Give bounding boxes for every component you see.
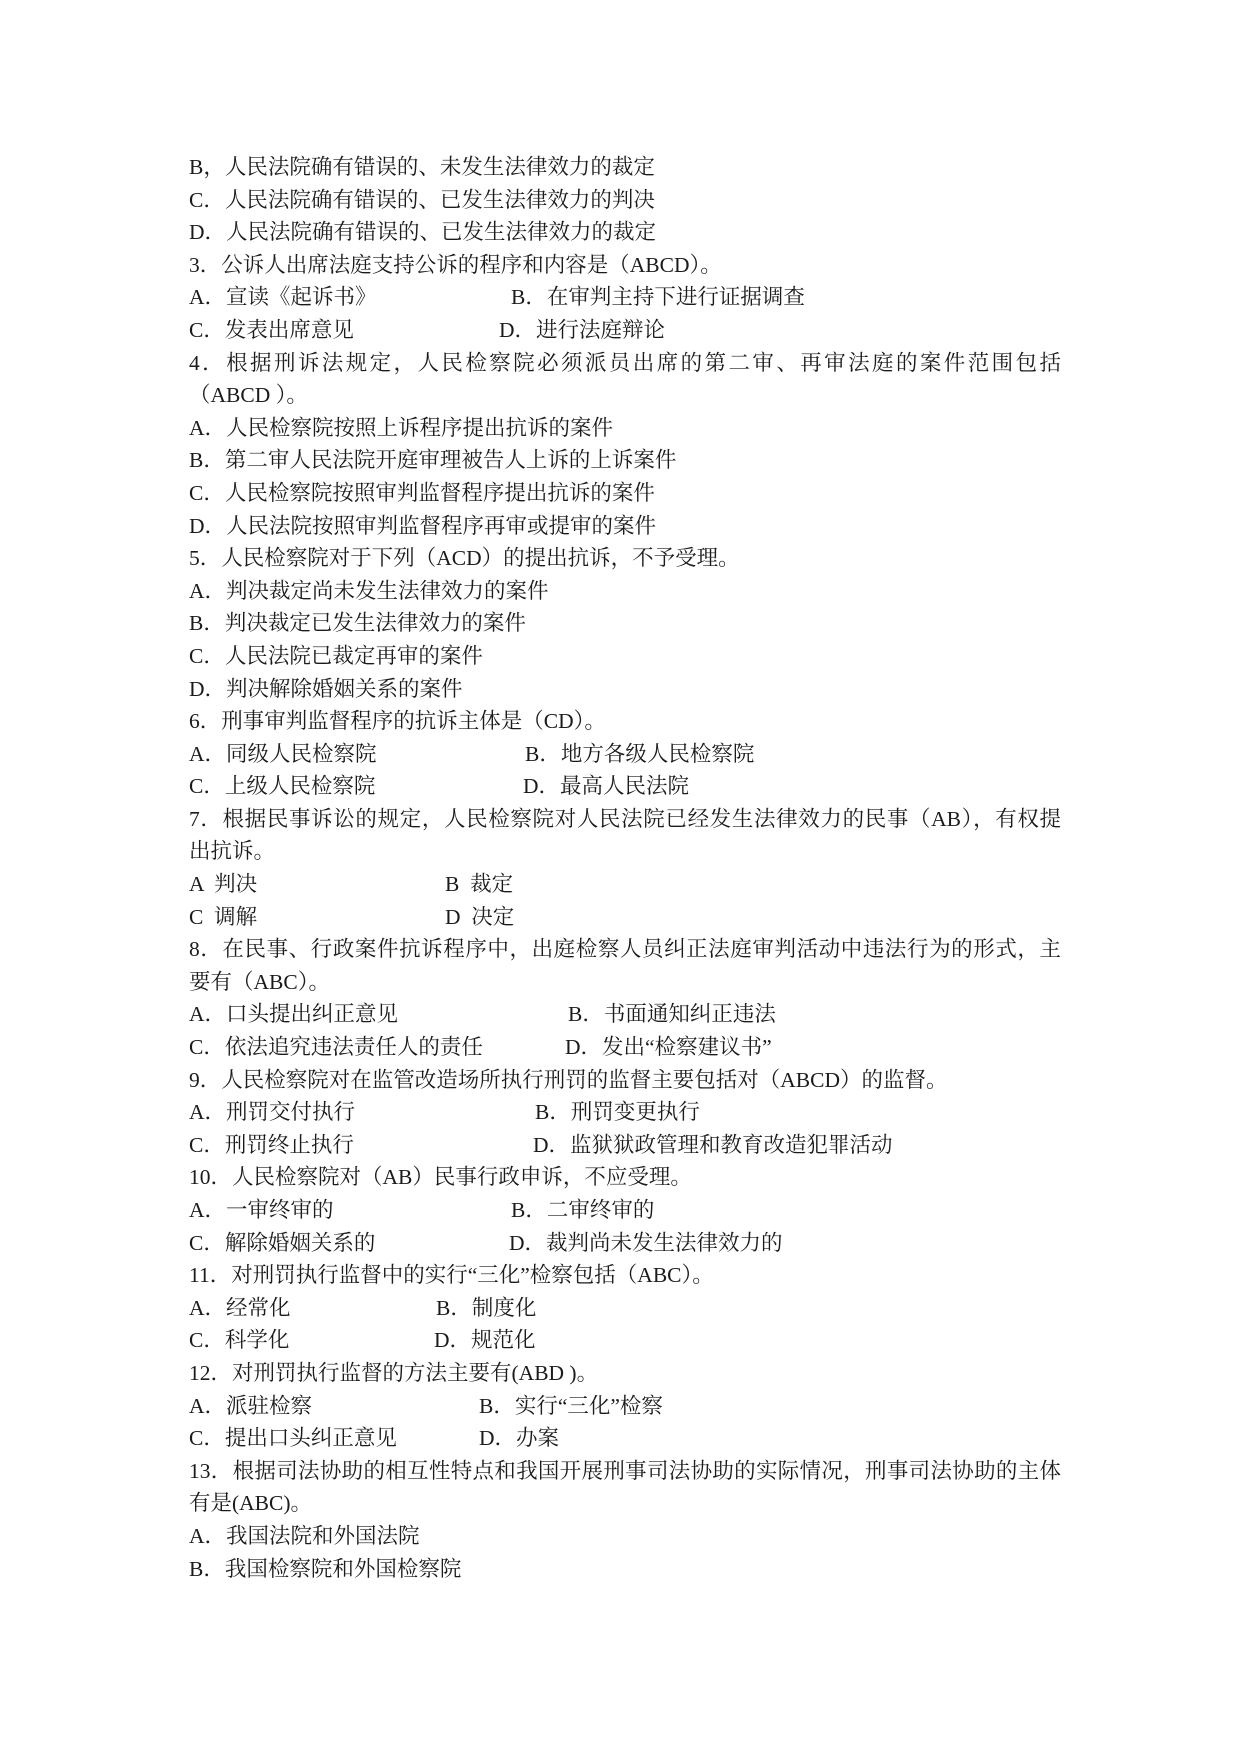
q7-option-d: D 决定: [445, 904, 515, 929]
q12-stem: 12．对刑罚执行监督的方法主要有(ABD )。: [189, 1360, 599, 1385]
q12-option-a: A．派驻检察: [189, 1393, 313, 1418]
q9-option-a: A．刑罚交付执行: [189, 1100, 356, 1125]
q4-option-a: A．人民检察院按照上诉程序提出抗诉的案件: [189, 415, 614, 440]
q12-options-row-1: [189, 1390, 1061, 1423]
q10-option-d: D．裁判尚未发生法律效力的: [509, 1230, 783, 1255]
q9-option-b: B．刑罚变更执行: [535, 1100, 700, 1125]
q9-option-c: C．刑罚终止执行: [189, 1132, 354, 1157]
q12-option-c: C．提出口头纠正意见: [189, 1426, 397, 1451]
q8-options-row-2: [189, 1031, 1061, 1064]
q8-stem-line-2: 要有（ABC）。: [189, 969, 330, 994]
q10-option-c: C．解除婚姻关系的: [189, 1230, 376, 1255]
q3-option-d: D．进行法庭辩论: [499, 317, 666, 342]
q10-option-b: B．二审终审的: [511, 1198, 655, 1222]
q4-option-d: D．人民法院按照审判监督程序再审或提审的案件: [189, 513, 657, 538]
q6-options-row-1: [189, 738, 1061, 771]
q7-option-a: A 判决: [189, 872, 258, 897]
q6-option-a: A．同级人民检察院: [189, 741, 377, 766]
q4-stem-line-2: （ABCD ）。: [189, 383, 308, 408]
q2-option-d: D．人民法院确有错误的、已发生法律效力的裁定: [189, 220, 657, 245]
q2-option-b: B，人民法院确有错误的、未发生法律效力的裁定: [189, 155, 655, 179]
q11-options-row-1: [189, 1292, 1061, 1325]
q11-options-row-2: [189, 1324, 1061, 1357]
q4-stem-line-1: 4．根据刑诉法规定，人民检察院必须派员出席的第二审、再审法庭的案件范围包括: [189, 350, 1061, 375]
q13-option-a: A．我国法院和外国法院: [189, 1523, 420, 1548]
q6-options-row-2: [189, 770, 1061, 803]
q3-option-b: B．在审判主持下进行证据调查: [511, 285, 805, 310]
q6-option-b: B．地方各级人民检察院: [525, 741, 755, 766]
q8-option-a: A．口头提出纠正意见: [189, 1002, 399, 1027]
q7-stem-line-1: 7．根据民事诉讼的规定，人民检察院对人民法院已经发生法律效力的民事（AB），有权提: [189, 806, 1061, 831]
q3-stem: 3．公诉人出席法庭支持公诉的程序和内容是（ABCD）。: [189, 252, 722, 277]
q7-options-row-2: [189, 901, 1061, 934]
q10-option-a: A．一审终审的: [189, 1198, 334, 1222]
q4-option-c: C．人民检察院按照审判监督程序提出抗诉的案件: [189, 480, 655, 505]
q10-options-row-1: [189, 1194, 1061, 1227]
q9-options-row-1: [189, 1096, 1061, 1129]
q5-option-b: B．判决裁定已发生法律效力的案件: [189, 611, 526, 636]
q13-stem-line-1: 13．根据司法协助的相互性特点和我国开展刑事司法协助的实际情况，刑事司法协助的主体: [189, 1458, 1061, 1483]
q11-option-b: B．制度化: [436, 1295, 537, 1320]
q6-stem: 6．刑事审判监督程序的抗诉主体是（CD）。: [189, 709, 606, 734]
q11-stem: 11．对刑罚执行监督中的实行“三化”检察包括（ABC）。: [189, 1263, 714, 1288]
q8-stem-line-1: 8．在民事、行政案件抗诉程序中，出庭检察人员纠正法庭审判活动中违法行为的形式，主: [189, 937, 1061, 962]
q9-options-row-2: [189, 1129, 1061, 1162]
q12-option-b: B．实行“三化”检察: [479, 1393, 663, 1418]
q8-option-c: C．依法追究违法责任人的责任: [189, 1035, 483, 1060]
q3-options-row-2: [189, 314, 1061, 347]
q6-option-d: D．最高人民法院: [523, 774, 690, 799]
q7-option-c: C 调解: [189, 904, 258, 929]
q3-option-a: A．宣读《起诉书》: [189, 285, 377, 310]
q4-option-b: B．第二审人民法院开庭审理被告人上诉的上诉案件: [189, 448, 677, 473]
q5-option-a: A．判决裁定尚未发生法律效力的案件: [189, 578, 549, 603]
q5-option-c: C．人民法院已裁定再审的案件: [189, 643, 483, 668]
q13-stem-line-2: 有是(ABC)。: [189, 1491, 313, 1516]
q7-stem-line-2: 出抗诉。: [189, 839, 276, 864]
q8-option-d: D．发出“检察建议书”: [565, 1035, 772, 1060]
q3-option-c: C．发表出席意见: [189, 317, 354, 342]
q9-option-d: D．监狱狱政管理和教育改造犯罪活动: [533, 1132, 893, 1157]
q5-stem: 5．人民检察院对于下列（ACD）的提出抗诉，不予受理。: [189, 546, 740, 571]
q11-option-d: D．规范化: [434, 1328, 536, 1353]
q11-option-a: A．经常化: [189, 1295, 291, 1320]
q9-stem: 9．人民检察院对在监管改造场所执行刑罚的监督主要包括对（ABCD）的监督。: [189, 1067, 948, 1092]
q10-options-row-2: [189, 1227, 1061, 1260]
q11-option-c: C．科学化: [189, 1328, 290, 1353]
q8-options-row-1: [189, 998, 1061, 1031]
q6-option-c: C．上级人民检察院: [189, 774, 376, 799]
q2-option-c: C．人民法院确有错误的、已发生法律效力的判决: [189, 187, 655, 212]
q5-option-d: D．判决解除婚姻关系的案件: [189, 676, 463, 701]
exam-questions: [189, 151, 1061, 1585]
q3-options-row-1: [189, 281, 1061, 314]
q12-options-row-2: [189, 1422, 1061, 1455]
q7-options-row-1: [189, 868, 1061, 901]
q12-option-d: D．办案: [479, 1426, 560, 1451]
q10-stem: 10．人民检察院对（AB）民事行政申诉，不应受理。: [189, 1165, 692, 1190]
q13-option-b: B．我国检察院和外国检察院: [189, 1556, 462, 1581]
q8-option-b: B．书面通知纠正违法: [568, 1002, 776, 1027]
q7-option-b: B 裁定: [445, 872, 514, 897]
